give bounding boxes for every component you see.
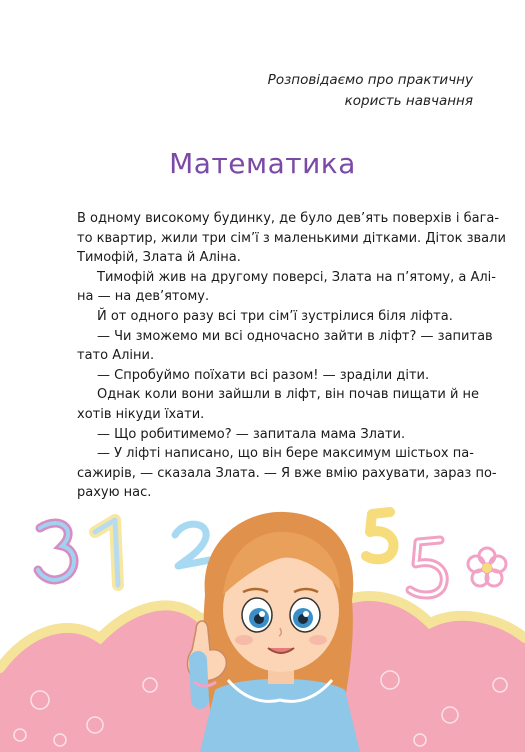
subtitle-line-1: Розповідаємо про практичну (267, 72, 473, 88)
chapter-title: Математика (169, 146, 356, 180)
text-line: тато Аліни. (77, 348, 155, 364)
text-line: то квартир, жили три сім’ї з маленькими дітками. Діток звали (77, 230, 506, 246)
digit-5-second (410, 540, 444, 595)
girl-cheek-left (235, 635, 253, 645)
text-line: Тимофій, Злата й Аліна. (77, 250, 241, 266)
text-line: — Що робитимемо? — запитала мама Злати. (97, 426, 406, 442)
text-line: рахую нас. (77, 485, 152, 501)
text-line: В одному високому будинку, де було дев’ять поверхів і бага- (77, 211, 500, 226)
text-line: Однак коли вони зайшли в ліфт, він почав пищати й не (97, 387, 480, 403)
text-line: — Спробуймо поїхати всі разом! — зраділи діти. (97, 367, 430, 383)
chapter-subtitle (233, 70, 473, 112)
girl-cheek-right (309, 635, 327, 645)
text-line: — У ліфті написано, що він бере максимум шістьох па- (97, 446, 474, 462)
flower-icon (468, 548, 506, 586)
digit-2 (175, 524, 210, 566)
girl-dress (200, 679, 360, 752)
story-text (77, 209, 506, 503)
subtitle-line-2: користь навчання (344, 93, 473, 109)
text-line: Тимофій жив на другому поверсі, Злата на п’ятому, а Алі- (97, 269, 496, 285)
digit-1 (95, 520, 118, 585)
text-line: Й от одного разу всі три сім’ї зустрілися біля ліфта. (97, 308, 453, 324)
text-line: на — на дев’ятому. (77, 289, 210, 305)
text-line: — Чи зможемо ми всі одночасно зайти в ліфт? — запитав (97, 328, 493, 344)
text-line: хотів нікуди їхати. (77, 406, 205, 422)
text-line: сажирів, — сказала Злата. — Я вже вмію рахувати, зараз по- (77, 465, 497, 481)
girl-with-numbers-illustration (0, 500, 525, 752)
digit-5-first (366, 512, 393, 559)
